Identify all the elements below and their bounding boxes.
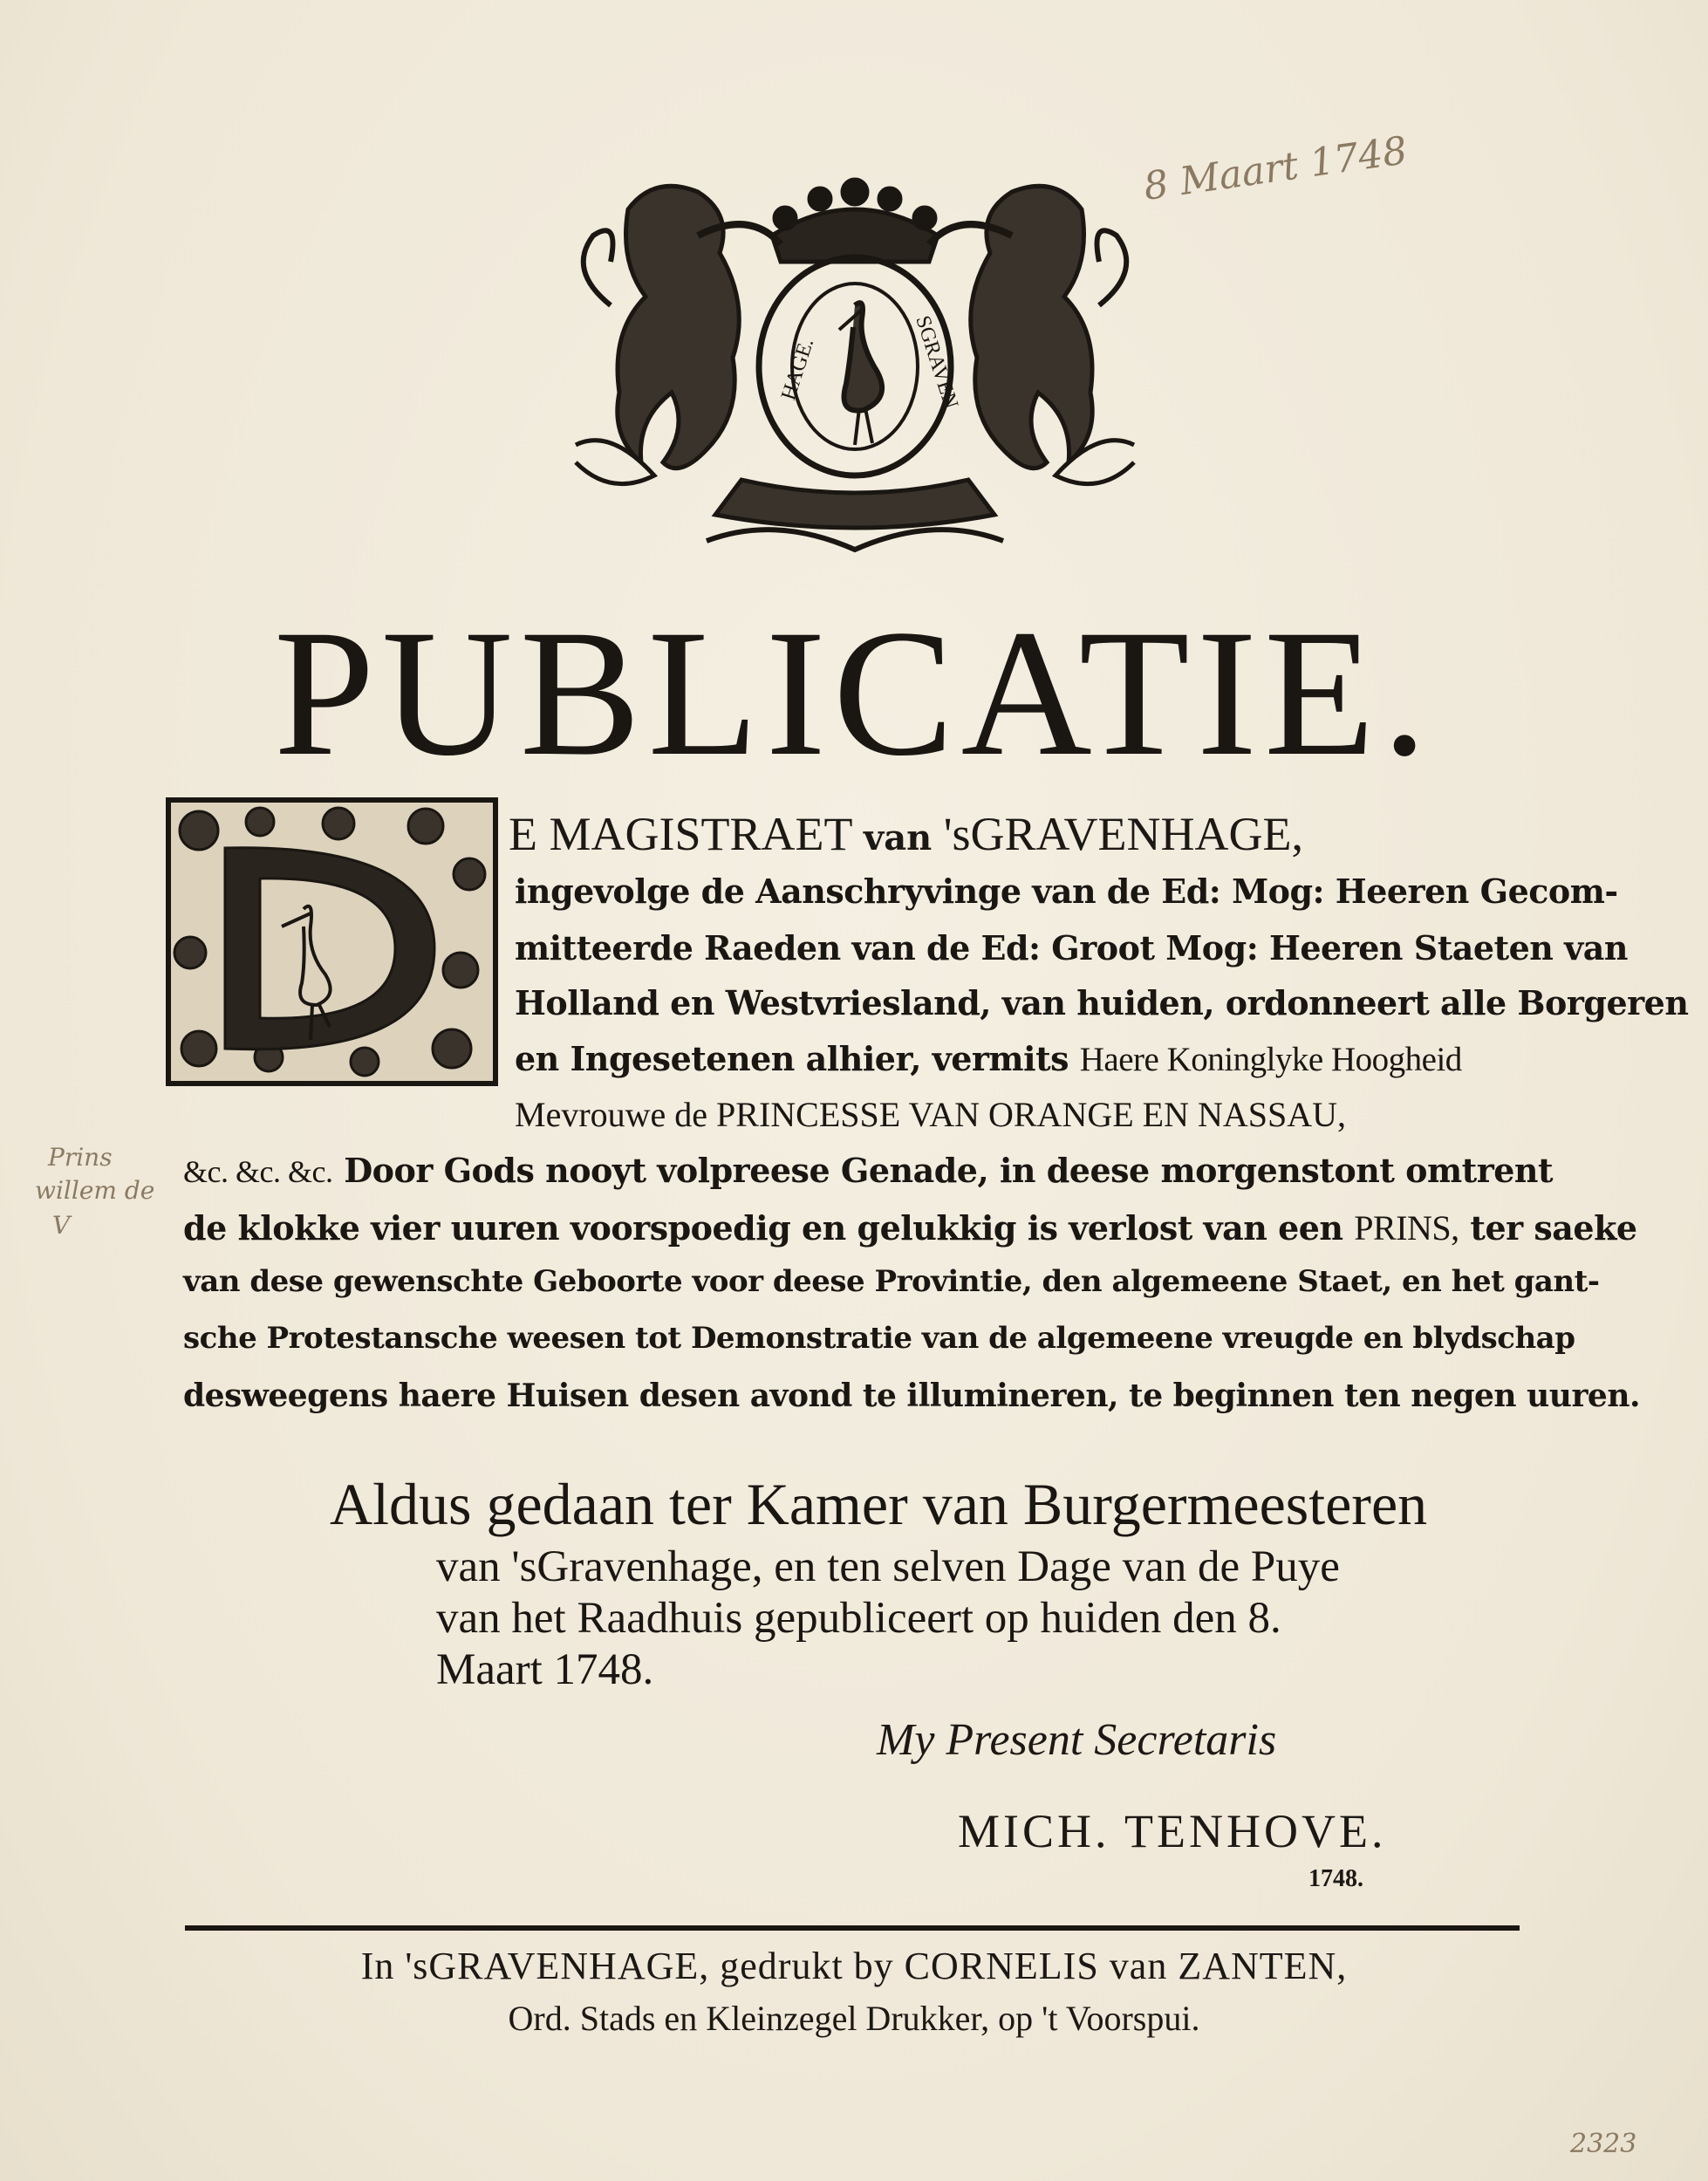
body-line-7 [183,1208,1637,1248]
heading-part-1: E MAGISTRAET [509,808,852,860]
closing-line-2: van 'sGravenhage, en ten selven Dage van de Puye [436,1542,1340,1591]
closing-line-1: Aldus gedaan ter Kamer van Burgermeesteren [330,1471,1428,1537]
handwritten-margin-line-2: willem de [35,1176,155,1205]
body-line-7-end: ter saeke [1470,1208,1637,1248]
heading-line [509,807,1303,861]
et-cetera: &c. &c. &c. [183,1154,333,1189]
body-line-3: Holland en Westvriesland, van huiden, ordonneert alle Borgeren [515,983,1689,1022]
body-line-2: mitteerde Raeden van de Ed: Groot Mog: Heeren Staeten van [515,928,1628,967]
handwritten-date-note: 8 Maart 1748 [1140,128,1411,209]
body-line-8: van dese gewenschte Geboorte voor deese Provintie, den algemeene Staet, en het gant- [183,1264,1600,1299]
imprint-line-1: In 'sGRAVENHAGE, gedrukt by CORNELIS van ZANTEN, [360,1945,1348,1987]
title-royal-highness: Haere Koninglyke Hoogheid [1079,1041,1462,1078]
crest-right-banner: SGRAVEN [911,312,963,412]
coat-of-arms-image [558,131,1151,567]
signer-name: MICH. TENHOVE. [958,1805,1387,1857]
body-line-7-text: de klokke vier uuren voorspoedig en gelukkig is verlost van een [183,1208,1343,1248]
body-line-4-text: en Ingesetenen alhier, vermits [515,1039,1069,1078]
document-title: PUBLICATIE. [273,592,1435,793]
divider-rule [185,1925,1520,1931]
closing-line-4: Maart 1748. [436,1645,654,1694]
body-line-10: desweegens haere Huisen desen avond te illumineren, te beginnen ten negen uuren. [183,1378,1641,1414]
decorated-initial-image [164,796,500,1088]
closing-line-3: van het Raadhuis gepubliceert op huiden den 8. [436,1594,1281,1643]
body-line-6-text: Door Gods nooyt volpreese Genade, in deese morgenstont omtrent [344,1151,1554,1190]
handwritten-catalog-number: 2323 [1570,2129,1637,2159]
signature-year: 1748. [1308,1865,1363,1892]
handwritten-margin-line-3: V [52,1211,71,1240]
prince-word: PRINS, [1354,1208,1459,1248]
handwritten-margin-line-1: Prins [48,1143,113,1172]
heading-part-3: 'sGRAVENHAGE, [943,808,1304,860]
body-line-4 [515,1039,1462,1078]
imprint-line-2: Ord. Stads en Kleinzegel Drukker, op 't Voorspui. [508,1999,1200,2038]
body-line-5: Mevrouwe de PRINCESSE VAN ORANGE EN NASSAU, [515,1095,1347,1134]
signoff: My Present Secretaris [877,1715,1277,1765]
heading-part-2: van [864,817,933,858]
body-line-6 [183,1151,1554,1190]
body-line-1: ingevolge de Aanschryvinge van de Ed: Mog: Heeren Gecom- [515,872,1618,911]
crest-left-banner: HAGE. [776,335,819,403]
body-line-9: sche Protestansche weesen tot Demonstratie van de algemeene vreugde en blydschap [183,1321,1575,1356]
